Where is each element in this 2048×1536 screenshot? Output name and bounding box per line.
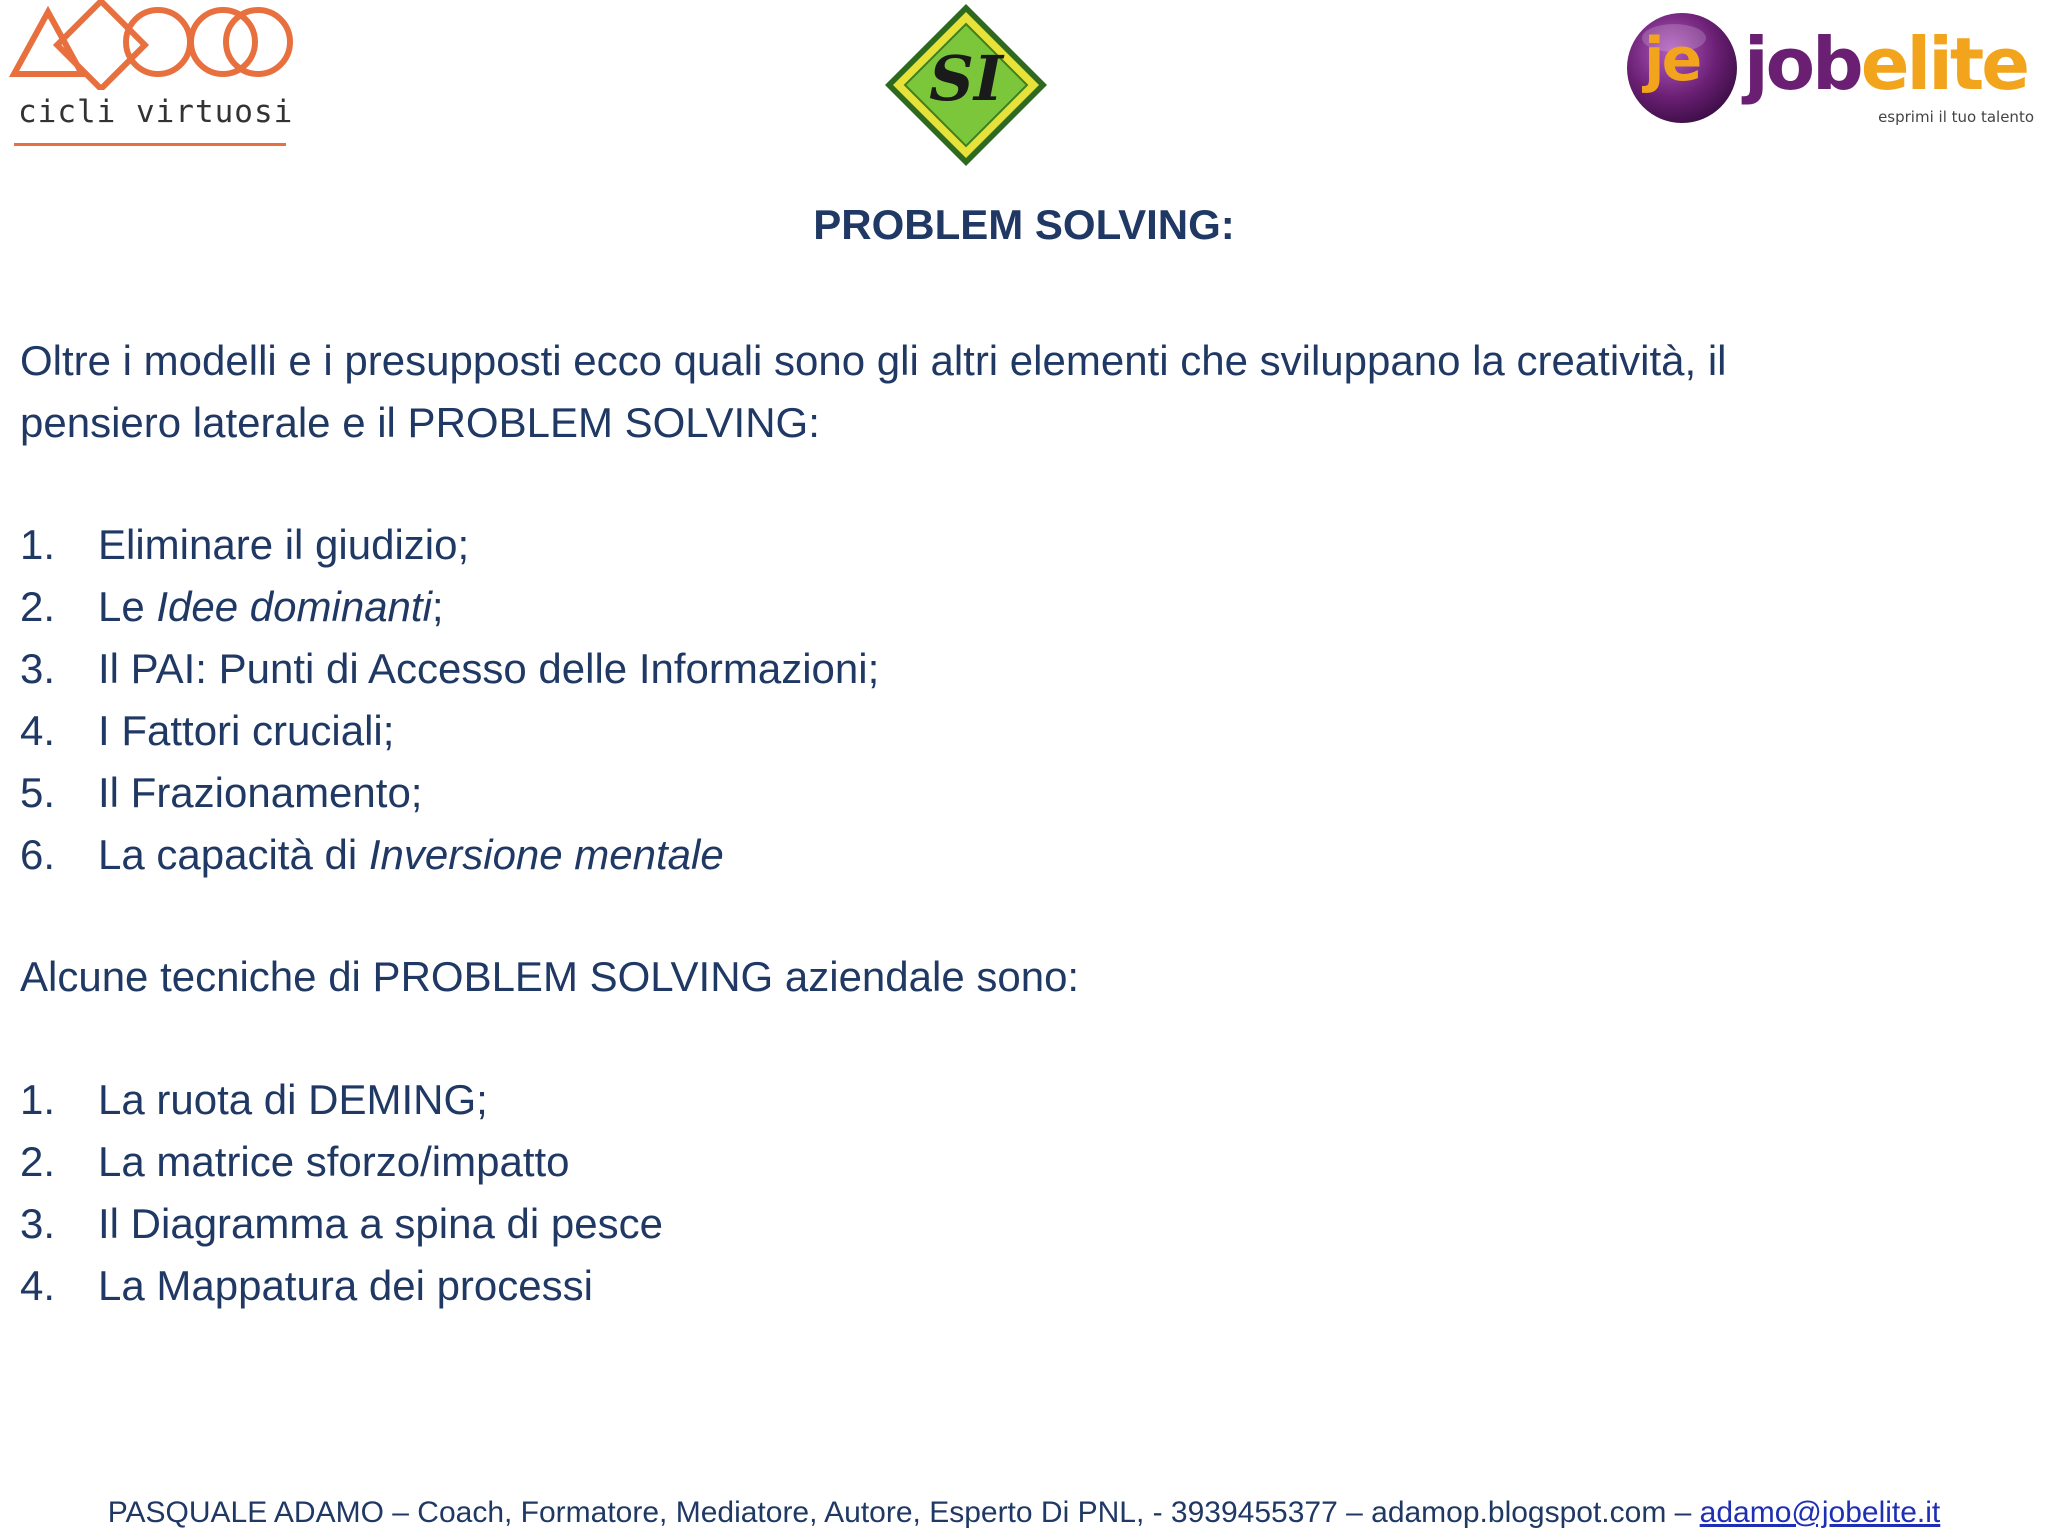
techniques-list-item xyxy=(20,1069,2020,1131)
list-item-emphasis: Idee dominanti xyxy=(156,583,432,630)
jobelite-logo xyxy=(1622,10,2042,130)
elements-list-item xyxy=(20,700,2020,762)
cicli-virtuosi-label: cicli virtuosi xyxy=(18,94,294,130)
list-item-text-after: ; xyxy=(431,583,444,630)
list-item-text: La Mappatura dei processi xyxy=(98,1262,593,1309)
techniques-list-item xyxy=(20,1255,2020,1317)
intro-line-1: Oltre i modelli e i presupposti ecco quali sono gli altri elementi che sviluppano la creatività, il xyxy=(20,337,1727,384)
list-item-emphasis: Inversione mentale xyxy=(368,831,724,878)
elements-list-item xyxy=(20,576,2020,638)
jobelite-wordmark-job: job xyxy=(1744,22,1861,106)
elements-list-item xyxy=(20,638,2020,700)
techniques-ordered-list xyxy=(20,1069,2020,1317)
cicli-virtuosi-emblem xyxy=(8,0,298,90)
techniques-list-item xyxy=(20,1193,2020,1255)
footer xyxy=(0,1496,2048,1530)
elements-list-item xyxy=(20,514,2020,576)
list-item-text: I Fattori cruciali; xyxy=(98,707,395,754)
list-item-text: Il PAI: Punti di Accesso delle Informazioni; xyxy=(98,645,880,692)
list-item-text: La ruota di DEMING; xyxy=(98,1076,488,1123)
list-item-text: Eliminare il giudizio; xyxy=(98,521,470,568)
jobelite-wordmark-elite: elite xyxy=(1860,22,2028,106)
si-diamond-logo xyxy=(883,2,1049,168)
list-item-text: Le xyxy=(98,583,157,630)
list-item-number: 5. xyxy=(20,769,56,816)
jobelite-wordmark xyxy=(1744,22,2028,106)
list-item-text: Il Diagramma a spina di pesce xyxy=(98,1200,663,1247)
jobelite-tagline: esprimi il tuo talento xyxy=(1878,108,2034,126)
intro-line-2: pensiero laterale e il PROBLEM SOLVING: xyxy=(20,399,820,446)
jobelite-je-mark: je xyxy=(1644,25,1700,95)
intro-paragraph xyxy=(20,330,2020,454)
page-title: PROBLEM SOLVING: xyxy=(813,201,1235,248)
cicli-virtuosi-underline xyxy=(14,143,286,146)
elements-list xyxy=(20,514,2020,886)
list-item-number: 2. xyxy=(20,583,56,630)
elements-ordered-list xyxy=(20,514,2020,886)
list-item-number: 3. xyxy=(20,645,56,692)
techniques-heading: Alcune tecniche di PROBLEM SOLVING aziendale sono: xyxy=(20,953,1080,1000)
footer-email-link[interactable]: adamo@jobelite.it xyxy=(1699,1496,1941,1529)
list-item-number: 6. xyxy=(20,831,56,878)
cicli-virtuosi-logo xyxy=(8,0,298,150)
si-logo-letters: SI xyxy=(929,42,1003,115)
list-item-number: 4. xyxy=(20,707,56,754)
elements-list-item xyxy=(20,824,2020,886)
techniques-list xyxy=(20,1069,2020,1317)
list-item-number: 1. xyxy=(20,521,56,568)
elements-list-item xyxy=(20,762,2020,824)
list-item-text: Il Frazionamento; xyxy=(98,769,423,816)
techniques-list-item xyxy=(20,1131,2020,1193)
list-item-text: La capacità di xyxy=(98,831,369,878)
footer-credits: PASQUALE ADAMO – Coach, Formatore, Mediatore, Autore, Esperto Di PNL, - 3939455377 – adamop.blogspot.com – xyxy=(107,1496,1700,1529)
list-item-number: 2. xyxy=(20,1138,56,1185)
list-item-number: 4. xyxy=(20,1262,56,1309)
list-item-text: La matrice sforzo/impatto xyxy=(98,1138,570,1185)
list-item-number: 3. xyxy=(20,1200,56,1247)
list-item-number: 1. xyxy=(20,1076,56,1123)
